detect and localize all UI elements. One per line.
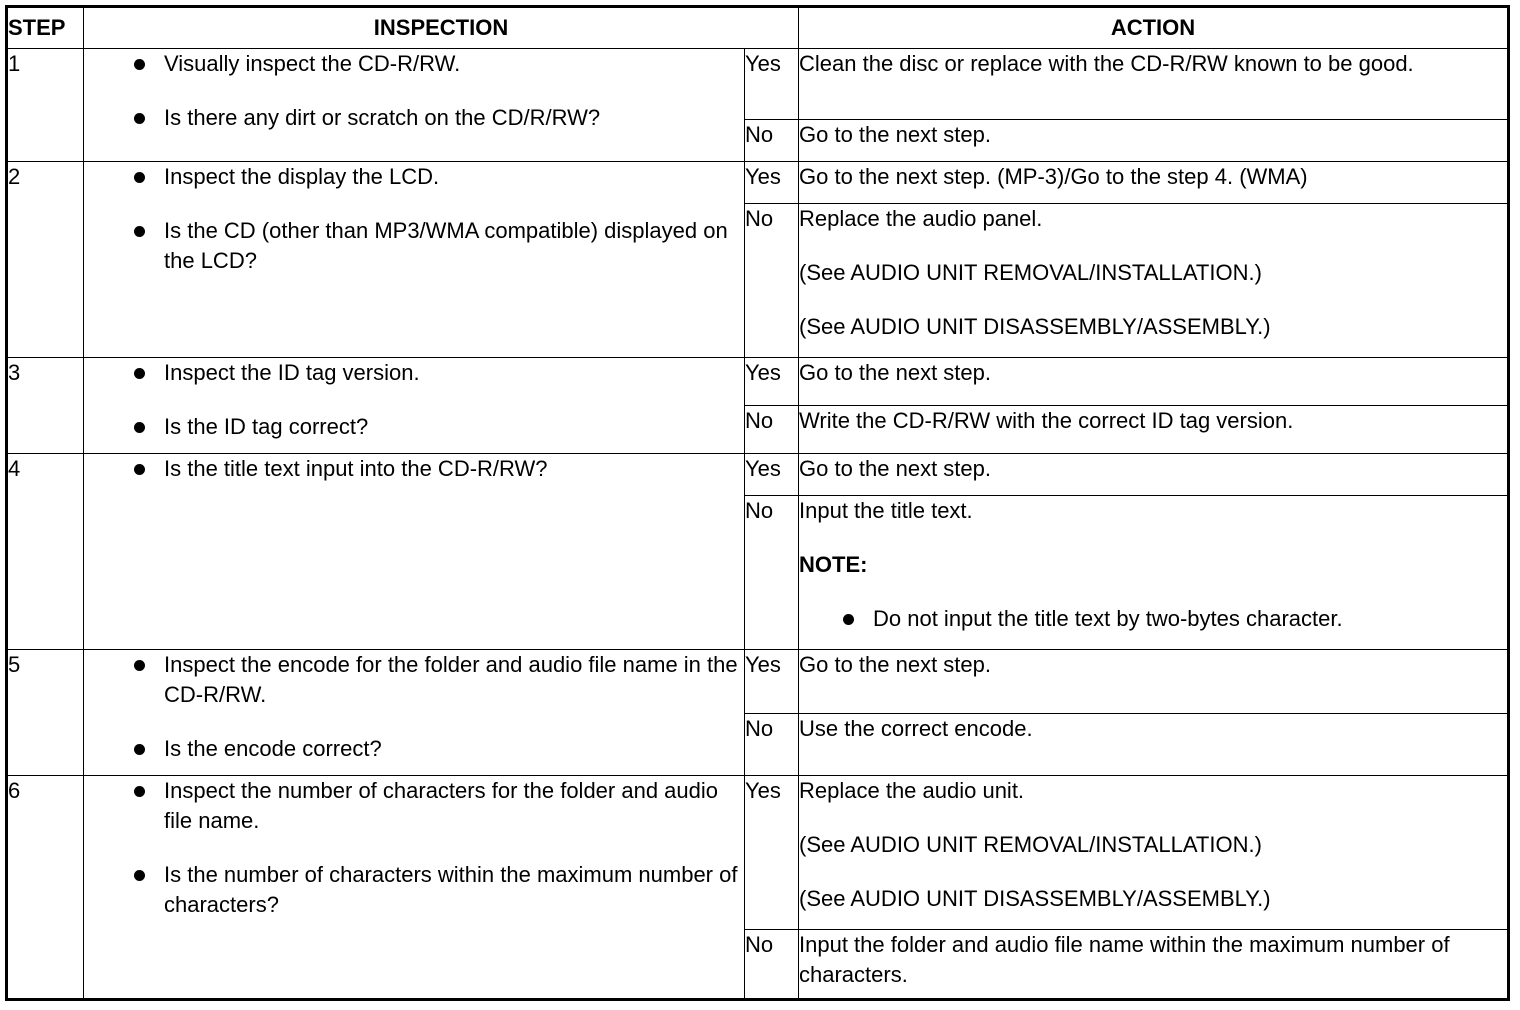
- action-no: Input the title text. NOTE: Do not input the title text by two-bytes character.: [799, 496, 1509, 650]
- inspection-cell: [84, 454, 745, 650]
- no-label: No: [745, 930, 799, 1000]
- bullet-icon: [134, 172, 145, 183]
- action-yes: Replace the audio unit. (See AUDIO UNIT REMOVAL/INSTALLATION.) (See AUDIO UNIT DISASSEMBLY/ASSEMBLY.): [799, 776, 1509, 930]
- step-number: 6: [7, 776, 84, 1000]
- action-no: Replace the audio panel. (See AUDIO UNIT REMOVAL/INSTALLATION.) (See AUDIO UNIT DISASSEMBLY/ASSEMBLY.): [799, 204, 1509, 358]
- inspection-cell: [84, 358, 745, 454]
- no-label: No: [745, 406, 799, 454]
- inspection-cell: [84, 162, 745, 358]
- inspection-item: Is the CD (other than MP3/WMA compatible) displayed on the LCD?: [84, 216, 744, 276]
- yes-label: Yes: [745, 776, 799, 930]
- step-number: 3: [7, 358, 84, 454]
- no-label: No: [745, 120, 799, 162]
- no-label: No: [745, 496, 799, 650]
- bullet-icon: [134, 870, 145, 881]
- bullet-icon: [134, 744, 145, 755]
- yes-label: Yes: [745, 162, 799, 204]
- action-header: ACTION: [799, 7, 1509, 49]
- inspection-item: Inspect the number of characters for the folder and audio file name.: [84, 776, 744, 836]
- bullet-icon: [843, 614, 854, 625]
- no-label: No: [745, 204, 799, 358]
- bullet-icon: [134, 786, 145, 797]
- action-yes: Go to the next step.: [799, 358, 1509, 406]
- table-row: [7, 358, 1509, 406]
- step-number: 5: [7, 650, 84, 776]
- inspection-item: Inspect the ID tag version.: [84, 358, 744, 388]
- step-number: 4: [7, 454, 84, 650]
- note-item: Do not input the title text by two-bytes character.: [799, 604, 1507, 634]
- inspection-item: Is the ID tag correct?: [84, 412, 744, 442]
- bullet-icon: [134, 59, 145, 70]
- bullet-icon: [134, 113, 145, 124]
- inspection-cell: [84, 776, 745, 1000]
- note-title: NOTE:: [799, 552, 868, 577]
- bullet-icon: [134, 368, 145, 379]
- inspection-item: Visually inspect the CD-R/RW.: [84, 49, 744, 79]
- table-row: [7, 776, 1509, 930]
- action-yes: Clean the disc or replace with the CD-R/RW known to be good.: [799, 49, 1509, 120]
- action-yes: Go to the next step.: [799, 650, 1509, 714]
- action-no: Write the CD-R/RW with the correct ID tag version.: [799, 406, 1509, 454]
- table-row: [7, 454, 1509, 496]
- inspection-cell: [84, 650, 745, 776]
- table-row: [7, 49, 1509, 120]
- yes-label: Yes: [745, 358, 799, 406]
- table-row: [7, 162, 1509, 204]
- inspection-item: Inspect the encode for the folder and audio file name in the CD-R/RW.: [84, 650, 744, 710]
- step-number: 2: [7, 162, 84, 358]
- yes-label: Yes: [745, 650, 799, 714]
- inspection-cell: [84, 49, 745, 162]
- inspection-header: INSPECTION: [84, 7, 799, 49]
- header-row: [7, 7, 1509, 49]
- action-no: Go to the next step.: [799, 120, 1509, 162]
- table-row: [7, 650, 1509, 714]
- step-header: STEP: [7, 7, 84, 49]
- inspection-item: Is the number of characters within the maximum number of characters?: [84, 860, 744, 920]
- inspection-item: Is there any dirt or scratch on the CD/R/RW?: [84, 103, 744, 133]
- action-yes: Go to the next step.: [799, 454, 1509, 496]
- inspection-item: Is the encode correct?: [84, 734, 744, 764]
- inspection-item: Inspect the display the LCD.: [84, 162, 744, 192]
- yes-label: Yes: [745, 454, 799, 496]
- bullet-icon: [134, 464, 145, 475]
- action-no: Input the folder and audio file name within the maximum number of characters.: [799, 930, 1509, 1000]
- no-label: No: [745, 714, 799, 776]
- yes-label: Yes: [745, 49, 799, 120]
- bullet-icon: [134, 226, 145, 237]
- step-number: 1: [7, 49, 84, 162]
- action-yes: Go to the next step. (MP-3)/Go to the step 4. (WMA): [799, 162, 1509, 204]
- action-no: Use the correct encode.: [799, 714, 1509, 776]
- inspection-item: Is the title text input into the CD-R/RW?: [84, 454, 744, 484]
- troubleshooting-table: [5, 5, 1510, 1001]
- bullet-icon: [134, 660, 145, 671]
- bullet-icon: [134, 422, 145, 433]
